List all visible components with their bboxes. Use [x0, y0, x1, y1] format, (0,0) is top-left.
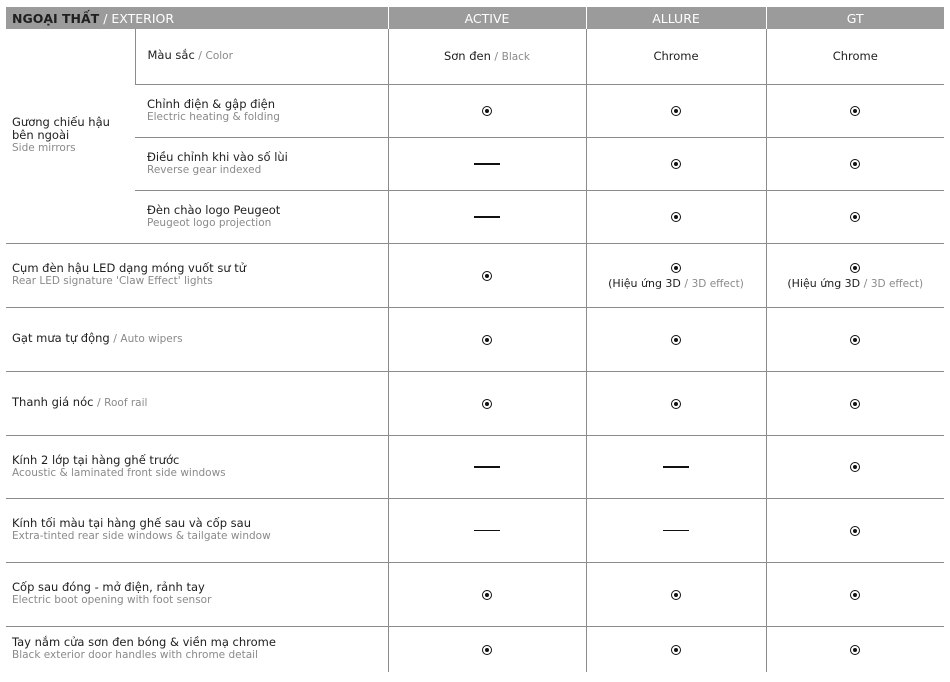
feature-label-en: Electric heating & folding [147, 110, 280, 123]
filled-circle-icon [850, 526, 860, 536]
effect-note: (Hiệu ứng 3D / 3D effect) [787, 276, 924, 290]
section-title-slash: / [99, 10, 112, 26]
filled-circle-icon [671, 106, 681, 116]
filled-circle-icon [850, 263, 860, 273]
value-active [388, 498, 586, 562]
trim-header-allure: ALLURE [586, 7, 766, 29]
feature-label-vi: bên ngoài [12, 128, 70, 143]
feature-tinted-windows [6, 498, 388, 562]
table-row [6, 498, 944, 562]
value-gt [766, 371, 944, 435]
table-row [6, 84, 944, 137]
dash-icon [474, 530, 500, 532]
feature-label-vi: Thanh giá nóc [12, 395, 94, 409]
table-row [6, 371, 944, 435]
table-row [6, 307, 944, 371]
value-active [388, 371, 586, 435]
value-active [388, 307, 586, 371]
section-title-vi: NGOẠI THẤT [12, 10, 100, 26]
value-active [388, 137, 586, 190]
dash-icon [474, 163, 500, 165]
feature-label-vi: Đèn chào logo Peugeot [147, 202, 281, 217]
feature-label-en: Auto wipers [120, 333, 183, 345]
value-allure [586, 29, 766, 84]
value-gt [766, 435, 944, 498]
sub-feature-heating [135, 84, 388, 137]
filled-circle-icon [850, 159, 860, 169]
exterior-spec-table [6, 7, 944, 672]
filled-circle-icon [850, 212, 860, 222]
effect-note-vi: (Hiệu ứng 3D [608, 276, 681, 290]
filled-circle-icon [482, 399, 492, 409]
value-active [388, 190, 586, 243]
feature-label-vi: Gạt mưa tự động [12, 331, 110, 345]
value-gt [766, 307, 944, 371]
filled-circle-icon [850, 590, 860, 600]
value-allure [586, 371, 766, 435]
feature-label-vi: Chỉnh điện & gập điện [147, 96, 276, 111]
table-row [6, 562, 944, 626]
filled-circle-icon [850, 399, 860, 409]
value-allure [586, 626, 766, 672]
feature-door-handles [6, 626, 388, 672]
color-value-en: Black [501, 51, 531, 64]
filled-circle-icon [671, 645, 681, 655]
table-row [6, 626, 944, 672]
table-row [6, 435, 944, 498]
filled-circle-icon [850, 106, 860, 116]
color-value: Chrome [832, 49, 878, 64]
value-gt [766, 190, 944, 243]
color-value: Chrome [653, 49, 699, 64]
value-active [388, 562, 586, 626]
feature-label-en: Reverse gear indexed [147, 163, 262, 176]
feature-label-vi: Kính tối màu tại hàng ghế sau và cốp sau [12, 516, 251, 530]
value-active [388, 435, 586, 498]
side-mirrors-group [6, 29, 135, 243]
dash-icon [663, 530, 689, 532]
color-value-vi: Sơn đen [443, 49, 491, 64]
feature-label-en: Side mirrors [12, 142, 76, 155]
value-active [388, 626, 586, 672]
feature-label-en: Rear LED signature 'Claw Effect' lights [12, 275, 213, 287]
sub-feature-reverse [135, 137, 388, 190]
feature-label-en: Electric boot opening with foot sensor [12, 594, 212, 606]
table-row [6, 137, 944, 190]
value-active: Sơn đen / Black [388, 29, 586, 84]
feature-label-vi: Cốp sau đóng - mở điện, rảnh tay [12, 580, 205, 594]
feature-wipers: Gạt mưa tự động / Auto wipers [6, 307, 388, 371]
feature-label-en: Black exterior door handles with chrome detail [12, 649, 258, 662]
feature-label-vi: Cụm đèn hậu LED dạng móng vuốt sư tử [12, 261, 247, 275]
effect-note-en: 3D effect) [691, 277, 744, 290]
dash-icon [474, 466, 500, 468]
value-allure [586, 435, 766, 498]
value-gt [766, 243, 944, 307]
filled-circle-icon [850, 335, 860, 345]
filled-circle-icon [671, 590, 681, 600]
feature-label-vi: Gương chiếu hậu [12, 115, 110, 130]
feature-electric-boot [6, 562, 388, 626]
filled-circle-icon [482, 590, 492, 600]
dash-icon [474, 216, 500, 218]
feature-label-en: Acoustic & laminated front side windows [12, 466, 226, 479]
effect-note-en: 3D effect) [870, 277, 924, 290]
feature-rear-led [6, 243, 388, 307]
filled-circle-icon [671, 159, 681, 169]
filled-circle-icon [671, 335, 681, 345]
trim-header-gt: GT [766, 7, 944, 29]
value-gt [766, 562, 944, 626]
table-header-row [6, 7, 944, 29]
value-allure [586, 137, 766, 190]
value-gt [766, 84, 944, 137]
value-allure [586, 498, 766, 562]
effect-note-vi: (Hiệu ứng 3D [787, 276, 861, 290]
filled-circle-icon [850, 462, 860, 472]
value-gt [766, 29, 944, 84]
value-active [388, 84, 586, 137]
value-allure [586, 84, 766, 137]
feature-label-en: Peugeot logo projection [147, 216, 272, 229]
feature-roof-rail: Thanh giá nóc / Roof rail [6, 371, 388, 435]
filled-circle-icon [671, 212, 681, 222]
feature-label-en: Color [205, 50, 233, 63]
filled-circle-icon [482, 106, 492, 116]
feature-label-en: Roof rail [104, 397, 148, 409]
feature-label-vi: Tay nắm cửa sơn đen bóng & viền mạ chrome [12, 635, 276, 650]
dash-icon [663, 466, 689, 468]
filled-circle-icon [671, 263, 681, 273]
feature-label-vi: Điều chỉnh khi vào số lùi [147, 149, 288, 164]
filled-circle-icon [850, 645, 860, 655]
sub-feature-color: Màu sắc / Color [135, 29, 388, 84]
trim-header-active: ACTIVE [388, 7, 586, 29]
table-row [6, 29, 944, 84]
feature-label-vi: Màu sắc [147, 48, 195, 63]
filled-circle-icon [482, 271, 492, 281]
table-row [6, 190, 944, 243]
filled-circle-icon [671, 399, 681, 409]
value-allure [586, 243, 766, 307]
value-gt [766, 626, 944, 672]
value-allure [586, 307, 766, 371]
sub-feature-logo [135, 190, 388, 243]
table-row [6, 243, 944, 307]
value-allure [586, 562, 766, 626]
feature-label-en: Extra-tinted rear side windows & tailgate window [12, 530, 271, 542]
feature-label-vi: Kính 2 lớp tại hàng ghế trước [12, 452, 180, 467]
section-title-en: EXTERIOR [111, 10, 175, 26]
filled-circle-icon [482, 335, 492, 345]
section-header [6, 7, 388, 29]
value-allure [586, 190, 766, 243]
value-gt [766, 137, 944, 190]
filled-circle-icon [482, 645, 492, 655]
feature-front-glass [6, 435, 388, 498]
value-gt [766, 498, 944, 562]
value-active [388, 243, 586, 307]
effect-note: (Hiệu ứng 3D / 3D effect) [608, 276, 744, 290]
